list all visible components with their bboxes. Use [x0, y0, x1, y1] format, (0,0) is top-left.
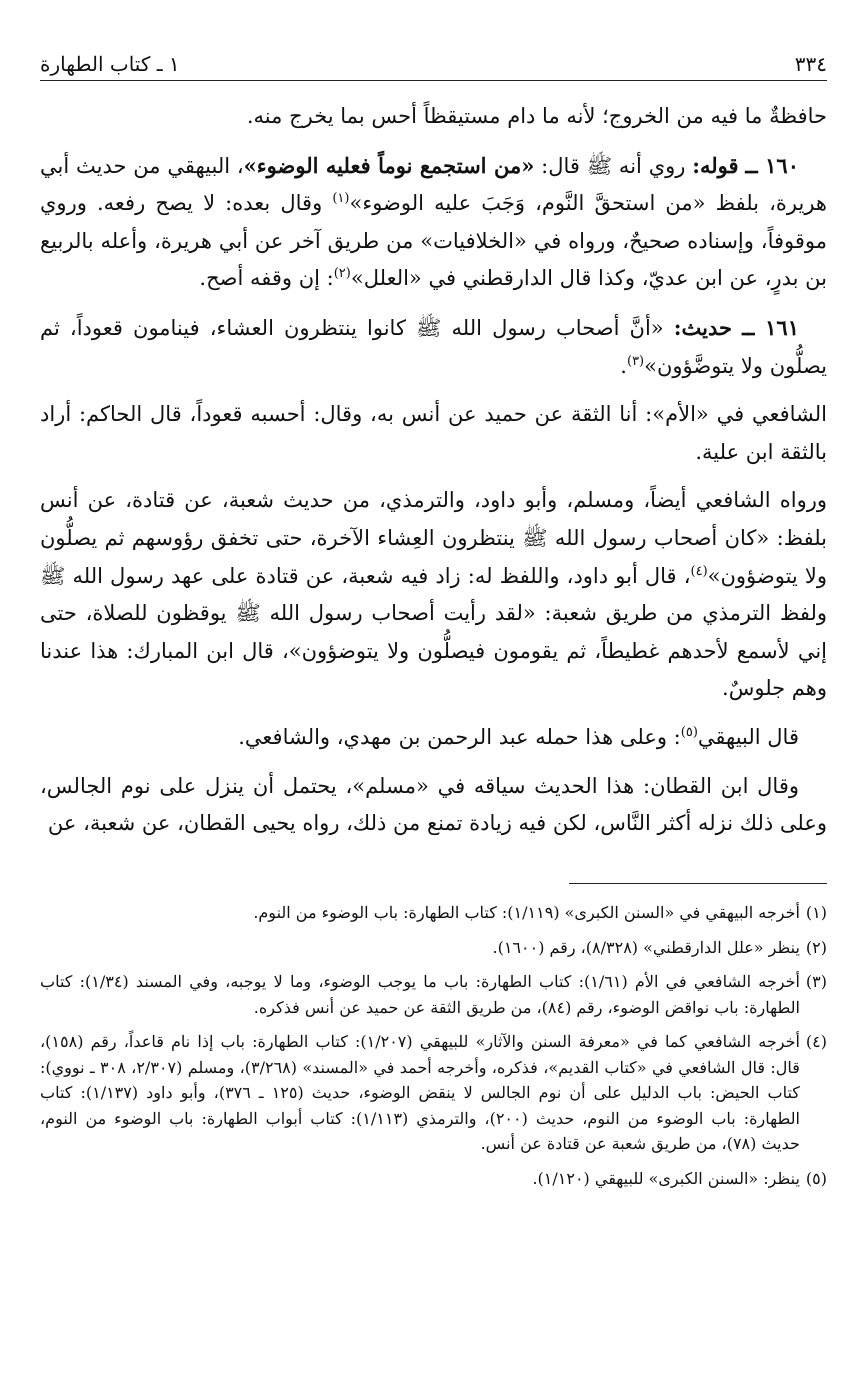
footnote-text: ينظر «علل الدارقطني» (٨/٣٢٨)، رقم (١٦٠٠).: [492, 937, 800, 957]
text-segment: : إن وقفه أصح.: [199, 266, 334, 291]
entry-number-160: ١٦٠ ــ: [745, 152, 799, 178]
footnote-number: (٢): [805, 937, 827, 957]
footnote-5: [40, 1166, 827, 1192]
text-segment: ورواه الشافعي أيضاً، ومسلم، وأبو داود، والترمذي، من حديث شعبة، عن قتادة، عن أنس بلفظ: «كان أصحاب رسول الله ﷺ ينتظرون العِشاء الآخرة، حتى تخفق رؤوسهم ثم يصلُّون ولا يتوضؤون»: [40, 488, 828, 588]
paragraph-bayhaqi: [40, 719, 827, 757]
footnote-2: [40, 935, 827, 961]
chapter-title: ١ ـ كتاب الطهارة: [40, 52, 180, 76]
footnote-ref[interactable]: (١): [332, 191, 350, 207]
footnote-text: أخرجه البيهقي في «السنن الكبرى» (١/١١٩): كتاب الطهارة: باب الوضوء من النوم.: [253, 903, 800, 922]
text-segment: روي أنه ﷺ قال:: [534, 153, 693, 178]
footnote-text: أخرجه الشافعي في الأم (١/٦١): كتاب الطهارة: باب ما يوجب الوضوء، وما لا يوجبه، وفي المسند (١/٣٤): كتاب الطهارة: باب نواقض الوضوء، رقم (٨٤)، من طريق الثقة عن حميد عن أنس فذكره.: [40, 972, 800, 1017]
paragraph-narrations: [40, 482, 827, 708]
paragraph-shafii: الشافعي في «الأم»: أنا الثقة عن حميد عن أنس به، وقال: أحسبه قعوداً، قال الحاكم: أراد بالثقة ابن علية.: [40, 402, 827, 464]
footnote-text: ينظر: «السنن الكبرى» للبيهقي (١/١٢٠).: [532, 1168, 800, 1188]
text-segment: وقال بعده: لا يصح رفعه. وروي موقوفاً، وإسناده صحيحٌ، ورواه في «الخلافيات» من طريق آخر عن أبي هريرة، وأعله بالربيع بن بدرٍ، عن ابن عديّ، وكذا قال الدارقطني في «العلل»: [40, 191, 827, 291]
paragraph-ibn-qattan: وقال ابن القطان: هذا الحديث سياقه في «مسلم»، يحتمل أن ينزل على نوم الجالس، وعلى ذلك نزله أكثر النَّاس، لكن فيه زيادة تمنع من ذلك، رواه يحيى القطان، عن شعبة، عن: [40, 773, 827, 836]
footnote-separator: [569, 883, 827, 884]
text-segment: : وعلى هذا حمله عبد الرحمن بن مهدي، والشافعي.: [238, 724, 681, 749]
text-segment: قال البيهقي: [697, 724, 799, 749]
paragraph-intro: حافظةٌ ما فيه من الخروج؛ لأنه ما دام مستيقظاً أحس بما يخرج منه.: [246, 104, 827, 128]
footnote-text: أخرجه الشافعي كما في «معرفة السنن والآثار» للبيهقي (١/٢٠٧): كتاب الطهارة: باب إذا نام قاعداً، رقم (١٥٨)، قال: قال الشافعي في «كتاب القديم»، فذكره، وأخرجه أحمد في «المسند» (٣/٢٦٨)، ومسلم (٢/٣٠٧، ٣٠٨ ـ نووي): كتاب الحيض: باب الدليل على أن نوم الجالس لا ينقض الوضوء، حديث (١٢٥ ـ ٣٧٦)، وأبو داود (١/١٣٧): كتاب الطهارة: باب الوضوء من النوم، حديث (٢٠٠)، والترمذي (١/١١٣): كتاب أبواب الطهارة: باب الوضوء من النوم، حديث (٧٨)، من طريق شعبة عن قتادة عن أنس.: [40, 1032, 800, 1153]
main-text: [40, 98, 827, 854]
footnote-1: [40, 900, 827, 926]
footnote-ref[interactable]: (٤): [690, 563, 708, 579]
entry-number-161: ١٦١ ــ: [742, 314, 799, 340]
page-header: [40, 42, 827, 81]
footnote-number: (٣): [805, 972, 827, 991]
hadith-quote: «من استجمع نوماً فعليه الوضوء»: [243, 152, 535, 178]
footnote-3: [40, 969, 827, 1020]
text-segment: ، قال أبو داود، واللفظ له: زاد فيه شعبة، عن قتادة على عهد رسول الله ﷺ ولفظ الترمذي من طريق شعبة: «لقد رأيت أصحاب رسول الله ﷺ يوقظون للصلاة، حتى إني لأسمع لأحدهم غطيطاً، ثم يقومون فيصلُّون ولا يتوضؤون»، قال ابن المبارك: هذا عندنا وهم جلوسٌ.: [40, 563, 827, 701]
footnote-ref[interactable]: (٥): [680, 724, 698, 740]
paragraph-161: [40, 309, 827, 385]
text-segment: ، البيهقي من حديث أبي هريرة، بلفظ «من استحقَّ النَّوم، وَجَبَ عليه الوضوء»: [40, 153, 827, 216]
paragraph-160: [40, 147, 827, 298]
footnote-4: [40, 1029, 827, 1157]
entry-label-161: حديث:: [673, 314, 732, 340]
footnote-number: (٤): [805, 1032, 827, 1051]
text-segment: «أنَّ أصحاب رسول الله ﷺ كانوا ينتظرون العشاء، فينامون قعوداً، ثم يصلُّون ولا يتوضَّؤون»: [40, 315, 827, 378]
footnote-ref[interactable]: (٢): [333, 266, 351, 282]
entry-label-160: قوله:: [692, 152, 739, 178]
footnote-ref[interactable]: (٣): [626, 353, 645, 369]
footnote-number: (٥): [805, 1168, 827, 1188]
text-segment: .: [620, 353, 627, 378]
footnote-number: (١): [805, 903, 827, 922]
page-number: ٣٣٤: [794, 52, 827, 76]
footnotes: [40, 900, 827, 1200]
